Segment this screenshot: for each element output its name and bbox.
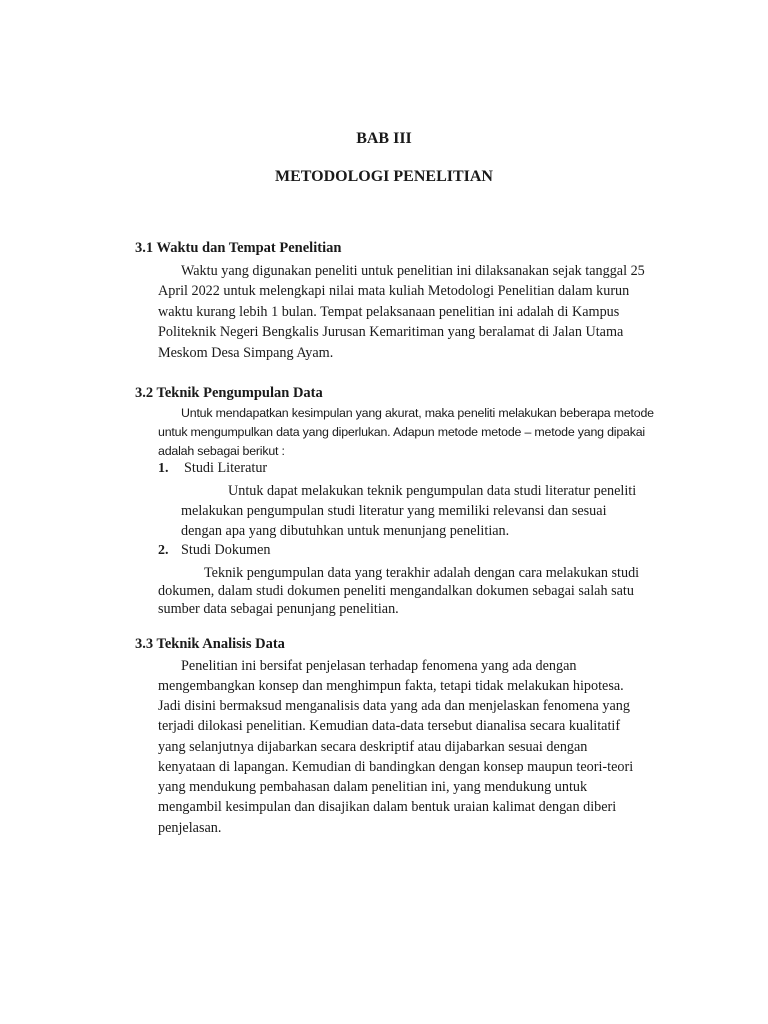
paragraph-line: penjelasan.	[158, 820, 222, 836]
paragraph-line: Politeknik Negeri Bengkalis Jurusan Kemaritiman yang beralamat di Jalan Utama	[158, 324, 624, 340]
chapter-title: METODOLOGI PENELITIAN	[275, 168, 493, 185]
paragraph-line: mengembangkan konsep dan menghimpun fakta, tetapi tidak melakukan hipotesa.	[158, 678, 624, 694]
paragraph-line: Untuk mendapatkan kesimpulan yang akurat, maka peneliti melakukan beberapa metode	[181, 406, 654, 420]
paragraph-line: terjadi dilokasi penelitian. Kemudian data-data tersebut dianalisa secara kualitatif	[158, 718, 621, 734]
section-heading-3-2: 3.2 Teknik Pengumpulan Data	[135, 385, 323, 401]
paragraph-line: kenyataan di lapangan. Kemudian di bandingkan dengan konsep maupun teori-teori	[158, 759, 634, 775]
paragraph-line: April 2022 untuk melengkapi nilai mata kuliah Metodologi Penelitian dalam kurun	[158, 283, 630, 299]
list-item-number: 2.	[158, 543, 169, 558]
list-item-label: Studi Dokumen	[181, 542, 271, 558]
paragraph-line: Untuk dapat melakukan teknik pengumpulan data studi literatur peneliti	[228, 483, 637, 499]
paragraph-line: Meskom Desa Simpang Ayam.	[158, 345, 334, 361]
list-item-label: Studi Literatur	[184, 460, 268, 476]
list-item-number: 1.	[158, 461, 169, 476]
paragraph-line: mengambil kesimpulan dan disajikan dalam bentuk uraian kalimat dengan diberi	[158, 799, 617, 815]
section-heading-3-1: 3.1 Waktu dan Tempat Penelitian	[135, 240, 342, 256]
paragraph-line: adalah sebagai berikut :	[158, 444, 285, 458]
paragraph-line: yang mendukung pembahasan dalam penelitian ini, yang mendukung untuk	[158, 779, 588, 795]
paragraph-line: Teknik pengumpulan data yang terakhir adalah dengan cara melakukan studi	[204, 565, 640, 581]
paragraph-line: untuk mengumpulkan data yang diperlukan. Adapun metode metode – metode yang dipakai	[158, 425, 645, 439]
paragraph-line: Waktu yang digunakan peneliti untuk penelitian ini dilaksanakan sejak tanggal 25	[181, 263, 645, 279]
paragraph-line: dengan apa yang dibutuhkan untuk menunjang penelitian.	[181, 523, 510, 539]
paragraph-line: melakukan pengumpulan studi literatur yang memiliki relevansi dan sesuai	[181, 503, 607, 519]
section-heading-3-3: 3.3 Teknik Analisis Data	[135, 636, 285, 652]
paragraph-line: Penelitian ini bersifat penjelasan terhadap fenomena yang ada dengan	[181, 658, 577, 674]
paragraph-line: yang selanjutnya dijabarkan secara deskriptif atau dijabarkan sesuai dengan	[158, 739, 588, 755]
paragraph-line: dokumen, dalam studi dokumen peneliti mengandalkan dokumen sebagai salah satu	[158, 583, 634, 599]
paragraph-line: Jadi disini bermaksud menganalisis data yang ada dan menjelaskan fenomena yang	[158, 698, 630, 714]
chapter-number: BAB III	[356, 130, 412, 147]
paragraph-line: waktu kurang lebih 1 bulan. Tempat pelaksanaan penelitian ini adalah di Kampus	[158, 304, 620, 320]
paragraph-line: sumber data sebagai penunjang penelitian.	[158, 601, 399, 617]
